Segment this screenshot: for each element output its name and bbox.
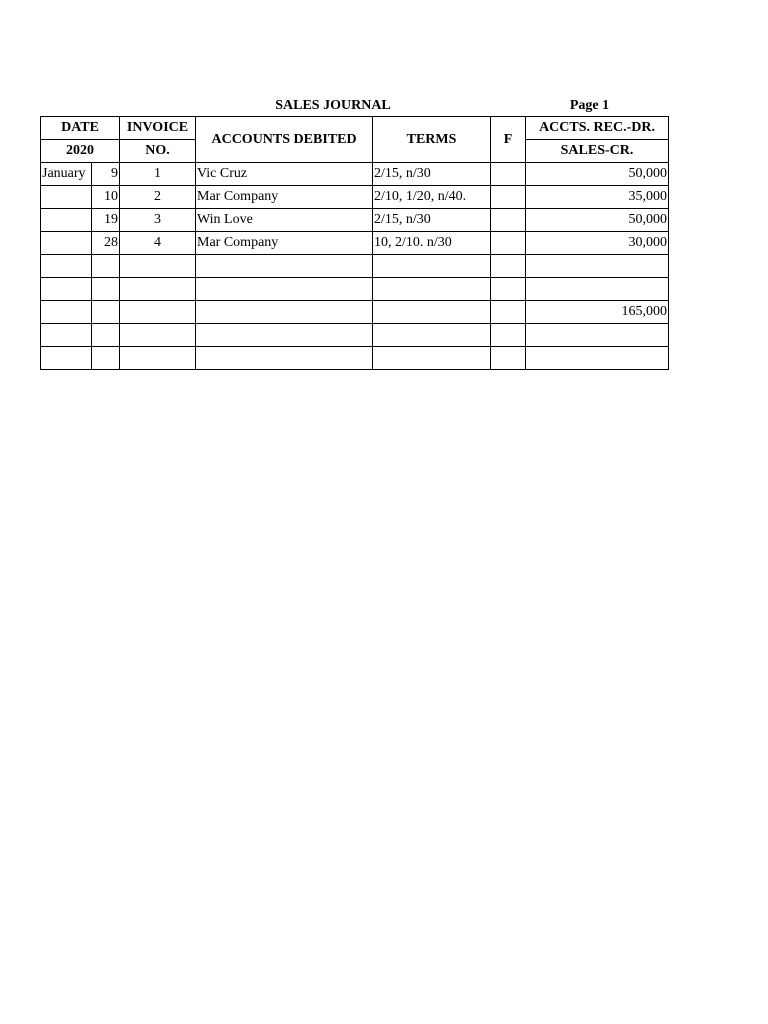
empty-cell [41, 278, 92, 301]
empty-cell [373, 324, 491, 347]
f-cell [491, 232, 526, 255]
f-cell [491, 209, 526, 232]
total-row [41, 301, 669, 324]
month-cell [41, 186, 92, 209]
accounts-debited-header: ACCOUNTS DEBITED [196, 117, 373, 163]
table-row [41, 209, 669, 232]
invoice-cell: 1 [120, 163, 196, 186]
empty-cell [373, 301, 491, 324]
amount-cell: 50,000 [526, 209, 669, 232]
empty-cell [491, 278, 526, 301]
empty-cell [120, 301, 196, 324]
table-row [41, 186, 669, 209]
empty-cell [373, 255, 491, 278]
year-header: 2020 [41, 140, 120, 163]
account-cell: Win Love [196, 209, 373, 232]
empty-cell [373, 347, 491, 370]
amount-cell: 35,000 [526, 186, 669, 209]
account-cell: Vic Cruz [196, 163, 373, 186]
empty-cell [41, 324, 92, 347]
invoice-no-header: NO. [120, 140, 196, 163]
empty-row [41, 347, 669, 370]
f-cell [491, 186, 526, 209]
empty-cell [491, 347, 526, 370]
empty-cell [120, 347, 196, 370]
invoice-cell: 4 [120, 232, 196, 255]
page-number: Page 1 [569, 98, 610, 113]
f-header: F [491, 117, 526, 163]
sales-journal-table [40, 116, 669, 370]
empty-cell [196, 255, 373, 278]
empty-cell [526, 255, 669, 278]
empty-cell [92, 255, 120, 278]
empty-cell [373, 278, 491, 301]
empty-cell [526, 278, 669, 301]
day-cell: 19 [92, 209, 120, 232]
month-cell: January [41, 163, 92, 186]
invoice-header: INVOICE [120, 117, 196, 140]
terms-cell: 2/15, n/30 [373, 163, 491, 186]
day-cell: 9 [92, 163, 120, 186]
header-row-top [41, 117, 669, 140]
terms-cell: 10, 2/10. n/30 [373, 232, 491, 255]
empty-cell [491, 324, 526, 347]
empty-cell [92, 324, 120, 347]
empty-cell [491, 301, 526, 324]
empty-cell [120, 324, 196, 347]
terms-header: TERMS [373, 117, 491, 163]
amount-cell: 50,000 [526, 163, 669, 186]
terms-cell: 2/15, n/30 [373, 209, 491, 232]
empty-row [41, 278, 669, 301]
table-row [41, 163, 669, 186]
total-amount: 165,000 [526, 301, 669, 324]
empty-cell [196, 278, 373, 301]
empty-cell [196, 301, 373, 324]
empty-cell [196, 324, 373, 347]
empty-cell [41, 301, 92, 324]
empty-cell [491, 255, 526, 278]
f-cell [491, 163, 526, 186]
table-row [41, 232, 669, 255]
accts-rec-header: ACCTS. REC.-DR. [526, 117, 669, 140]
empty-cell [526, 324, 669, 347]
day-cell: 28 [92, 232, 120, 255]
month-cell [41, 209, 92, 232]
amount-cell: 30,000 [526, 232, 669, 255]
empty-row [41, 324, 669, 347]
empty-cell [41, 347, 92, 370]
empty-cell [92, 278, 120, 301]
empty-row [41, 255, 669, 278]
sales-cr-header: SALES-CR. [526, 140, 669, 163]
month-cell [41, 232, 92, 255]
empty-cell [196, 347, 373, 370]
empty-cell [41, 255, 92, 278]
terms-cell: 2/10, 1/20, n/40. [373, 186, 491, 209]
empty-cell [120, 278, 196, 301]
day-cell: 10 [92, 186, 120, 209]
empty-cell [120, 255, 196, 278]
invoice-cell: 3 [120, 209, 196, 232]
empty-cell [526, 347, 669, 370]
journal-title: SALES JOURNAL [275, 98, 391, 113]
invoice-cell: 2 [120, 186, 196, 209]
empty-cell [92, 301, 120, 324]
empty-cell [92, 347, 120, 370]
date-header: DATE [41, 117, 120, 140]
account-cell: Mar Company [196, 186, 373, 209]
account-cell: Mar Company [196, 232, 373, 255]
